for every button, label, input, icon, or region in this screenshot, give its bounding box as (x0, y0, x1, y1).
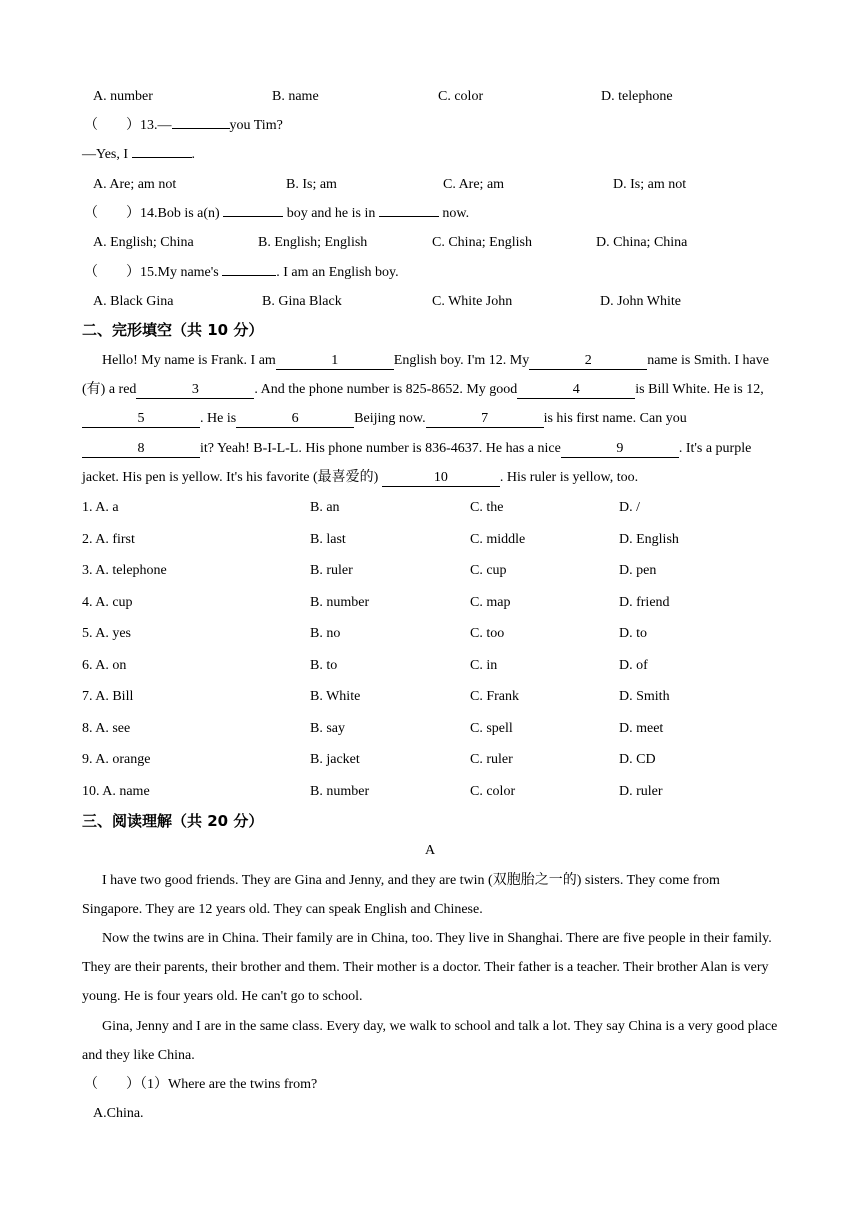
question-number: 13.— (140, 118, 172, 133)
cloze-option-2-d: D. English (619, 531, 679, 547)
cloze-option-10-b: B. number (310, 783, 370, 799)
question-text: boy and he is in (286, 206, 376, 221)
cloze-option-7-c: C. Frank (470, 689, 519, 704)
blank-9: 9 (561, 441, 679, 458)
blank-10: 10 (382, 470, 500, 487)
option-15-b: B. Gina Black (262, 294, 342, 309)
cloze-option-1-a: 1. A. a (82, 500, 119, 515)
answer-paren: （ ） (84, 118, 140, 133)
blank-7: 7 (426, 411, 544, 428)
reply-text: —Yes, I (82, 147, 129, 162)
reading-option-1-a: A.China. (93, 1106, 144, 1121)
option-12-c: C. color (438, 89, 484, 104)
cloze-option-6-b: B. to (310, 657, 338, 673)
cloze-option-5-c: C. too (470, 626, 505, 641)
reading-paragraph-2: Now the twins are in China. Their family are in China, too. They live in Shanghai. There are five people in their family. They are their parents, their brother and them. Their mother is a doctor. Their father is a teacher. Their brother Alan is very young. He is four years old. He can't go to school. (82, 931, 772, 1005)
option-15-d: D. John White (600, 294, 682, 309)
blank-5: 5 (82, 411, 200, 428)
question-text: now. (442, 206, 470, 221)
cloze-option-4-b: B. number (310, 594, 370, 610)
cloze-option-7-d: D. Smith (619, 689, 670, 704)
option-13-b: B. Is; am (286, 177, 337, 192)
blank-2: 2 (529, 353, 647, 370)
blank (379, 216, 439, 217)
blank (222, 275, 276, 276)
cloze-option-10-d: D. ruler (619, 783, 663, 799)
answer-paren: （ ） (84, 265, 140, 280)
cloze-option-5-b: B. no (310, 626, 341, 641)
cloze-option-5-a: 5. A. yes (82, 626, 131, 641)
cloze-passage: Hello! My name is Frank. I am 1 English boy. I'm 12. My 2 name is Smith. I have (有) a red 3 . And the phone number is 825-8652. My good 4 is Bill White. He is 12,5 . He is 6 Beijing now. 7 is his first name. Can you8 it? Yeah! B-I-L-L. His phone number is 836-4637. He has a nice 9 . It's a purple jacket. His pen is yellow. It's his favorite (最喜爱的) 10 . His ruler is yellow, too. (82, 353, 769, 485)
cloze-option-8-d: D. meet (619, 720, 664, 736)
section-2-heading: 二、完形填空（共 10 分） (82, 321, 264, 339)
question-13-reply (82, 146, 195, 164)
cloze-option-9-d: D. CD (619, 752, 656, 767)
reading-paragraph-1: I have two good friends. They are Gina and Jenny, and they are twin (双胞胎之一的) sisters. They come from Singapore. They are 12 years old. They can speak English and Chinese. (82, 873, 720, 918)
option-12-b: B. name (272, 89, 319, 104)
cloze-option-9-c: C. ruler (470, 752, 513, 767)
cloze-option-7-a: 7. A. Bill (82, 689, 134, 704)
cloze-option-4-a: 4. A. cup (82, 594, 133, 610)
question-14 (84, 205, 469, 223)
section-3-heading: 三、阅读理解（共 20 分） (82, 812, 264, 830)
cloze-option-2-a: 2. A. first (82, 531, 135, 547)
cloze-option-2-c: C. middle (470, 531, 526, 547)
cloze-option-4-d: D. friend (619, 594, 670, 610)
reading-paragraph-3: Gina, Jenny and I are in the same class. Every day, we walk to school and talk a lot. They say China is a very good place and they like China. (82, 1019, 778, 1064)
question-text: 15.My name's (140, 265, 219, 280)
blank (132, 157, 192, 158)
cloze-option-5-d: D. to (619, 626, 647, 641)
blank-3: 3 (136, 382, 254, 399)
cloze-option-8-c: C. spell (470, 720, 513, 736)
cloze-option-3-d: D. pen (619, 563, 657, 578)
option-14-b: B. English; English (258, 235, 368, 250)
option-13-c: C. Are; am (443, 177, 505, 192)
cloze-option-3-c: C. cup (470, 563, 507, 578)
option-14-d: D. China; China (596, 235, 688, 250)
option-12-a: A. number (93, 89, 153, 104)
cloze-option-8-b: B. say (310, 720, 345, 736)
blank-8: 8 (82, 441, 200, 458)
cloze-option-7-b: B. White (310, 689, 361, 704)
question-13 (84, 117, 283, 135)
question-text: . I am an English boy. (276, 265, 399, 280)
cloze-option-10-c: C. color (470, 783, 516, 799)
question-text: 14.Bob is a(n) (140, 206, 220, 221)
blank-4: 4 (517, 382, 635, 399)
cloze-option-6-d: D. of (619, 657, 648, 673)
reading-question-1 (84, 1076, 317, 1094)
blank-6: 6 (236, 411, 354, 428)
option-13-a: A. Are; am not (93, 177, 177, 192)
option-15-c: C. White John (432, 294, 513, 309)
option-13-d: D. Is; am not (613, 177, 687, 192)
passage-label: A (425, 843, 436, 858)
option-14-a: A. English; China (93, 235, 194, 250)
cloze-option-8-a: 8. A. see (82, 720, 131, 736)
answer-paren: （ ） (84, 206, 140, 221)
cloze-option-1-c: C. the (470, 500, 504, 515)
question-text: （1）Where are the twins from? (140, 1077, 318, 1092)
blank (223, 216, 283, 217)
option-15-a: A. Black Gina (93, 294, 174, 309)
cloze-option-1-d: D. / (619, 500, 640, 515)
question-text: you Tim? (229, 118, 283, 133)
option-14-c: C. China; English (432, 235, 532, 250)
cloze-option-3-b: B. ruler (310, 563, 353, 578)
blank-1: 1 (276, 353, 394, 370)
cloze-option-6-c: C. in (470, 657, 498, 673)
cloze-option-10-a: 10. A. name (82, 783, 150, 799)
cloze-option-9-b: B. jacket (310, 752, 360, 767)
cloze-option-9-a: 9. A. orange (82, 752, 151, 767)
cloze-option-3-a: 3. A. telephone (82, 563, 167, 578)
cloze-option-6-a: 6. A. on (82, 657, 127, 673)
option-12-d: D. telephone (601, 89, 673, 104)
blank (172, 128, 230, 129)
reply-end: . (191, 147, 196, 162)
cloze-option-1-b: B. an (310, 500, 340, 515)
cloze-option-4-c: C. map (470, 594, 511, 610)
question-15 (84, 264, 399, 282)
cloze-option-2-b: B. last (310, 531, 346, 547)
answer-paren: （ ） (84, 1077, 140, 1092)
